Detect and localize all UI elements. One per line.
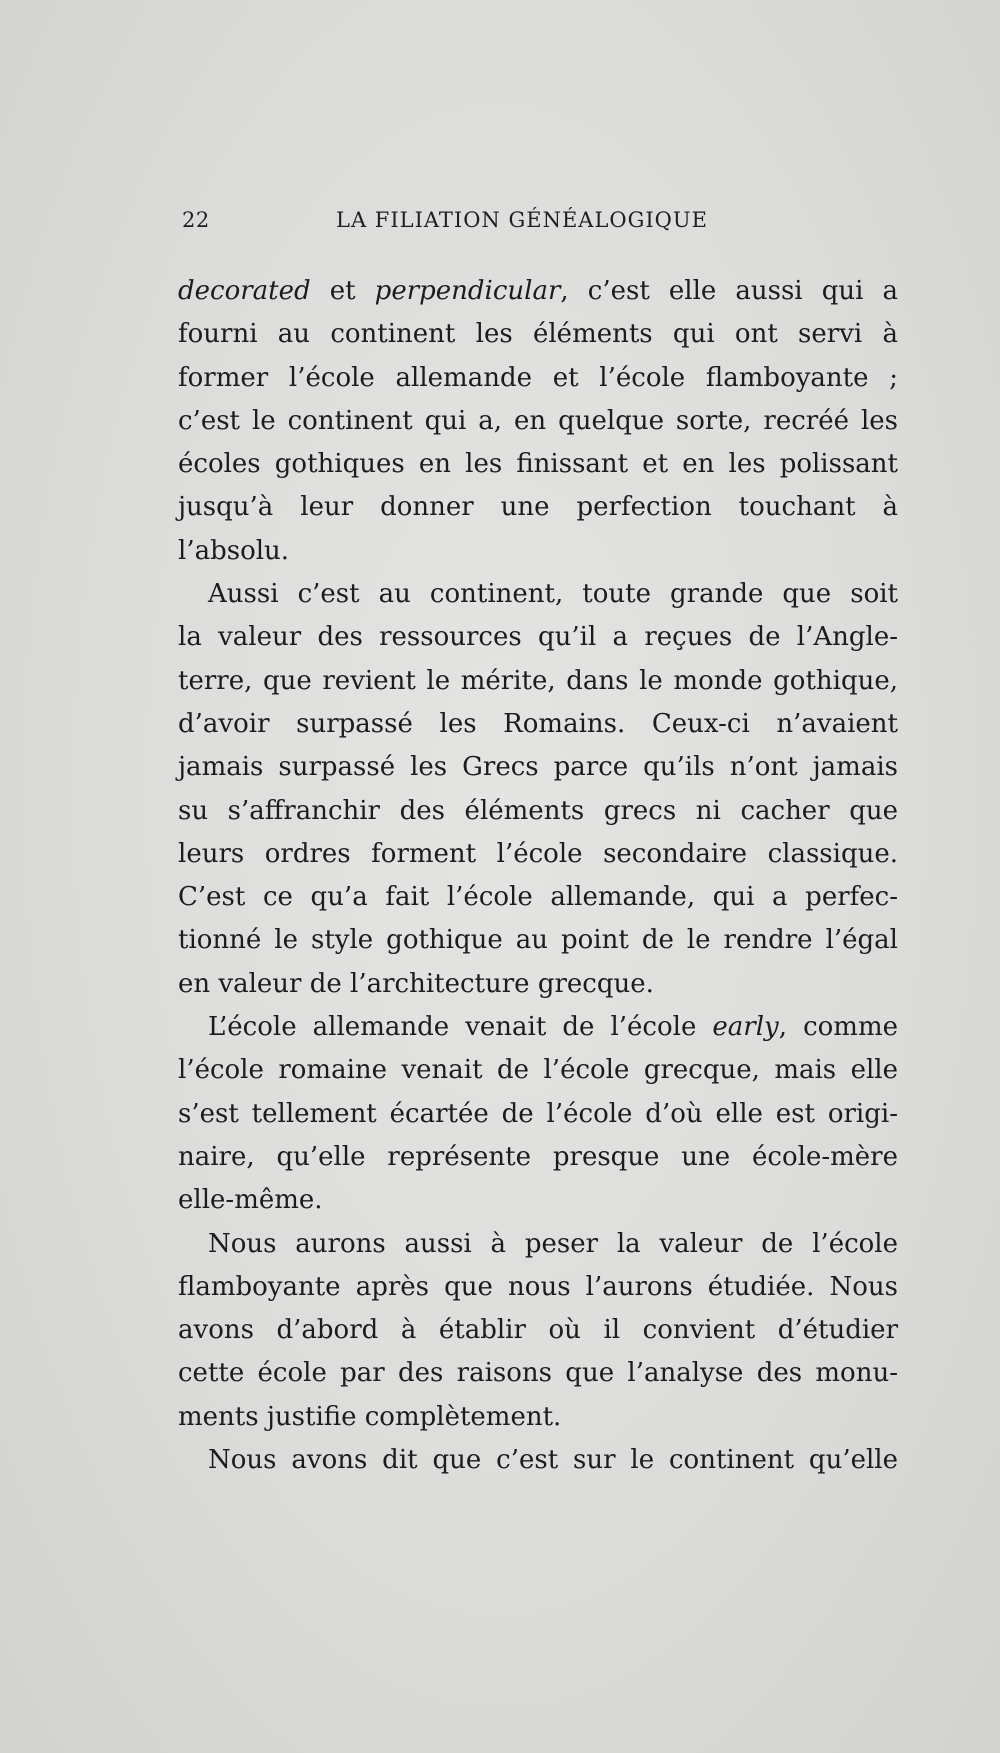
paragraph-4	[178, 1223, 898, 1439]
text-line: c’est le continent qui a, en quelque sorte, recréé les	[178, 405, 898, 436]
text-line: la valeur des ressources qu’il a reçues de l’Angle-	[178, 622, 898, 653]
text-line: C’est ce qu’a fait l’école allemande, qui a perfec-	[178, 882, 898, 913]
text-line: fourni au continent les éléments qui ont servi à	[178, 319, 898, 350]
italic-term: decorated	[178, 276, 311, 306]
page-header	[182, 208, 902, 248]
paragraph-3	[178, 1006, 898, 1222]
text-line: s’est tellement écartée de l’école d’où elle est origi-	[178, 1098, 898, 1129]
paragraph-1	[178, 270, 898, 573]
body-text	[178, 270, 898, 1482]
italic-term: perpendicular	[374, 276, 561, 306]
text-line: l’absolu.	[178, 535, 290, 566]
page-number: 22	[182, 208, 210, 232]
paragraph-2	[178, 573, 898, 1006]
text-line: Aussi c’est au continent, toute grande que soit	[208, 579, 898, 610]
italic-term: early	[712, 1012, 779, 1043]
paragraph-5	[178, 1439, 898, 1482]
text-line: decorated et perpendicular, c’est elle aussi qui a	[178, 276, 898, 306]
text-line: Nous avons dit que c’est sur le continent qu’elle	[208, 1445, 898, 1476]
text-line: écoles gothiques en les finissant et en les polissant	[178, 449, 898, 480]
text-line: d’avoir surpassé les Romains. Ceux-ci n’avaient	[178, 708, 898, 739]
text-line: flamboyante après que nous l’aurons étudiée. Nous	[178, 1271, 898, 1302]
text-line: jusqu’à leur donner une perfection touchant à	[178, 492, 898, 523]
text-line: cette école par des raisons que l’analyse des monu-	[178, 1358, 898, 1389]
text-line: su s’affranchir des éléments grecs ni cacher que	[178, 795, 898, 826]
text-line: L’école allemande venait de l’école early, comme	[208, 1012, 898, 1043]
text-line: en valeur de l’architecture grecque.	[178, 968, 654, 999]
text-line: avons d’abord à établir où il convient d’étudier	[178, 1315, 898, 1346]
text-line: l’école romaine venait de l’école grecque, mais elle	[178, 1055, 898, 1086]
text-line: tionné le style gothique au point de le rendre l’égal	[178, 925, 898, 956]
text-line: jamais surpassé les Grecs parce qu’ils n’ont jamais	[178, 752, 898, 783]
text-line: Nous aurons aussi à peser la valeur de l’école	[208, 1228, 898, 1259]
running-title: LA FILIATION GÉNÉALOGIQUE	[336, 208, 708, 232]
text-line: former l’école allemande et l’école flamboyante ;	[178, 362, 898, 393]
text-line: elle-même.	[178, 1185, 323, 1216]
text-line: leurs ordres forment l’école secondaire classique.	[178, 838, 898, 869]
text-line: ments justifie complètement.	[178, 1401, 562, 1432]
text-line: naire, qu’elle représente presque une école-mère	[178, 1141, 898, 1172]
text-line: terre, que revient le mérite, dans le monde gothique,	[178, 665, 898, 696]
